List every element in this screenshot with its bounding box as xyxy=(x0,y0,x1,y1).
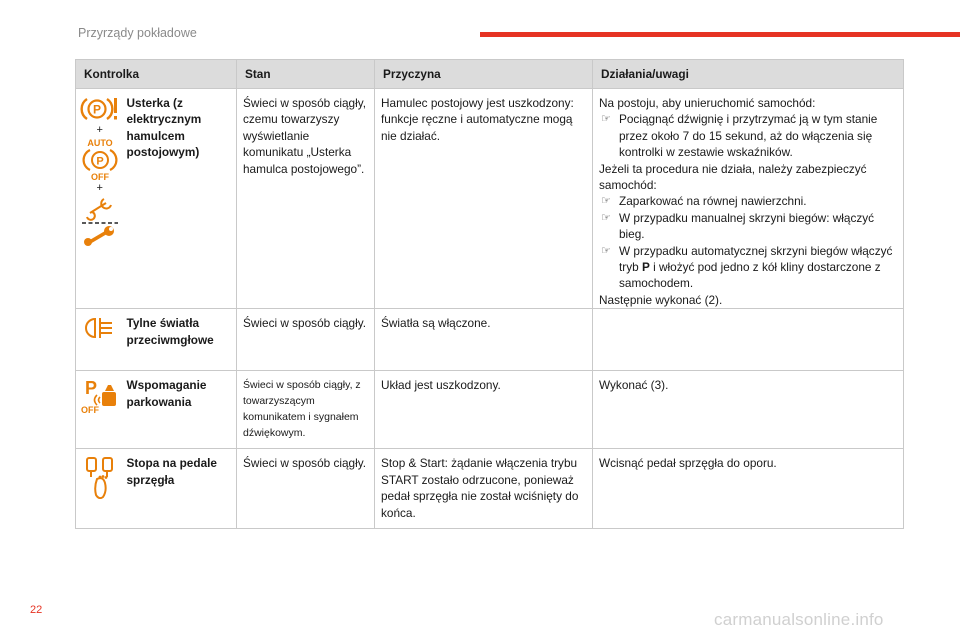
row-name: Stopa na pedale sprzęgła xyxy=(124,449,237,529)
col-header-kontrolka: Kontrolka xyxy=(76,60,237,89)
row-przyczyna: Układ jest uszkodzony. xyxy=(375,371,593,449)
row-dzialania: Wykonać (3). xyxy=(593,371,904,449)
bullet-item xyxy=(599,243,897,292)
plus-sign: + xyxy=(96,182,103,194)
row-name: Usterka (z elektrycznym hamulcem postojowym) xyxy=(124,89,237,309)
icon-auto-text: AUTO xyxy=(87,138,113,148)
col-header-dzialania: Działania/uwagi xyxy=(593,60,904,89)
watermark-text: carmanualsonline.info xyxy=(714,610,884,629)
table-row xyxy=(76,371,904,449)
bullet-item: ☞ W przypadku manualnej skrzyni biegów: włączyć bieg. xyxy=(599,210,897,243)
foot-on-clutch-icon xyxy=(83,455,117,499)
row-stan: Świeci w sposób ciągły, czemu towarzyszy wyświetlanie komunikatu „Usterka hamulca postojowego”. xyxy=(237,89,375,309)
row-icons xyxy=(76,449,124,529)
row-dzialania xyxy=(593,89,904,309)
icon-off-text: OFF xyxy=(80,405,99,416)
svg-text:P: P xyxy=(84,378,97,399)
dzialania-end: Następnie wykonać (2). xyxy=(599,292,723,307)
row-icons xyxy=(76,371,124,449)
row-dzialania: Wcisnąć pedał sprzęgła do oporu. xyxy=(593,449,904,529)
row-stan: Świeci w sposób ciągły, z towarzyszącym komunikatem i sygnałem dźwiękowym. xyxy=(237,371,375,449)
table-row xyxy=(76,449,904,529)
warning-lights-table xyxy=(75,59,904,529)
table-header-row xyxy=(76,60,904,89)
row-name: Tylne światła przeciwmgłowe xyxy=(124,309,237,371)
row-przyczyna: Hamulec postojowy jest uszkodzony: funkcje ręczne i automatyczne mogą nie działać. xyxy=(375,89,593,309)
bullet-bold: P xyxy=(641,260,650,275)
page-header-title: Przyrządy pokładowe xyxy=(78,26,197,40)
bullet-text: i włożyć pod jedno z kół kliny dostarczone z samochodem. xyxy=(619,260,881,291)
dzialania-intro: Na postoju, aby unieruchomić samochód: xyxy=(599,96,816,110)
row-stan: Świeci w sposób ciągły. xyxy=(237,449,375,529)
row-przyczyna: Stop & Start: żądanie włączenia trybu START zostało odrzucone, ponieważ pedał sprzęgła nie został wciśnięty do końca. xyxy=(375,449,593,529)
parking-assist-off-icon xyxy=(81,377,119,415)
row-przyczyna: Światła są włączone. xyxy=(375,309,593,371)
table-row xyxy=(76,89,904,309)
row-icons xyxy=(76,89,124,309)
dzialania-mid: Jeżeli ta procedura nie działa, należy zabezpieczyć samochód: xyxy=(599,161,867,193)
row-name: Wspomaganie parkowania xyxy=(124,371,237,449)
auto-parking-off-icon xyxy=(80,137,120,181)
wrench-service-icon xyxy=(80,195,120,247)
bullet-item: ☞ Pociągnąć dźwignię i przytrzymać ją w tym stanie przez około 7 do 15 sekund, aż do włączenia się kontrolki w zestawie wskaźników. xyxy=(599,111,897,160)
svg-text:P: P xyxy=(96,155,104,168)
row-dzialania xyxy=(593,309,904,371)
svg-text:P: P xyxy=(92,102,101,117)
header-accent-bar xyxy=(480,32,960,37)
rear-fog-light-icon xyxy=(85,315,115,341)
row-icons xyxy=(76,309,124,371)
bullet-item: ☞ Zaparkować na równej nawierzchni. xyxy=(599,193,897,209)
icon-off-text: OFF xyxy=(90,172,109,181)
bullet-text: W przypadku automatycznej skrzyni biegów włączyć tryb xyxy=(619,243,893,275)
bullet-list xyxy=(599,111,897,160)
row-stan: Świeci w sposób ciągły. xyxy=(237,309,375,371)
col-header-stan: Stan xyxy=(237,60,375,89)
plus-sign: + xyxy=(96,124,103,136)
bullet-list xyxy=(599,193,897,291)
col-header-przyczyna: Przyczyna xyxy=(375,60,593,89)
page-number: 22 xyxy=(30,604,43,616)
parking-brake-warning-icon xyxy=(80,95,120,123)
table-row xyxy=(76,309,904,371)
